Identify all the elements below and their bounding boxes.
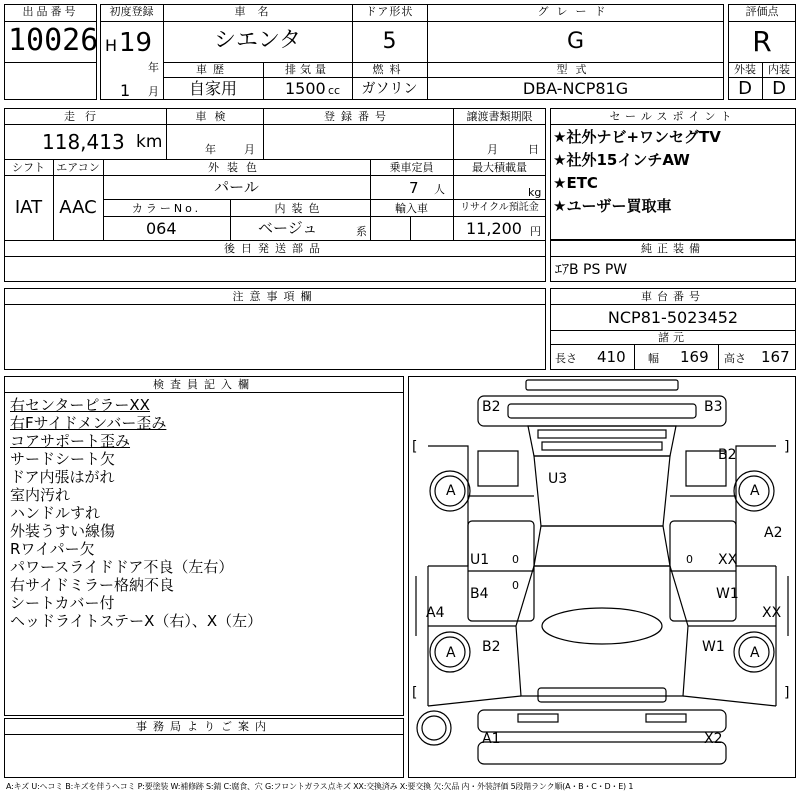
air-conditioner: AAC <box>59 197 97 218</box>
inspection-year-unit: 年 <box>205 143 216 156</box>
zero-mark: 0 <box>686 553 693 566</box>
transfer-month-unit: 月 <box>487 143 498 156</box>
doors: 5 <box>382 29 397 54</box>
month-unit: 月 <box>148 85 159 98</box>
equipment-label: 純正装備 <box>641 242 705 255</box>
width: 169 <box>680 348 709 366</box>
chassis-label: 車台番号 <box>641 290 705 303</box>
mileage-label: 走行 <box>64 110 106 123</box>
office-label: 事務局よりご案内 <box>136 720 272 733</box>
sales-point: ★社外ナビ+ワンセグTV <box>553 128 721 146</box>
inspector-note: 室内汚れ <box>10 486 71 504</box>
displacement-unit: cc <box>328 84 341 97</box>
capacity-unit: 人 <box>434 183 445 196</box>
ac-label: エアコン <box>56 161 100 174</box>
chassis-number: NCP81-5023452 <box>607 308 739 327</box>
grade-label: グレード <box>537 5 614 18</box>
import-label: 輸入車 <box>395 202 428 215</box>
inspector-note: ハンドルすれ <box>10 504 101 522</box>
damage-mark: A2 <box>764 525 783 541</box>
mileage: 118,413 <box>42 130 125 154</box>
capacity-label: 乗車定員 <box>389 161 434 174</box>
damage-mark: A <box>446 483 456 499</box>
zero-mark: 0 <box>512 553 519 566</box>
interior-color-label: 内装色 <box>274 202 326 215</box>
load-label: 最大積載量 <box>472 161 527 174</box>
damage-mark: A <box>446 645 456 661</box>
lot-number: 10026 <box>8 23 99 58</box>
inspection-label: 車検 <box>195 110 234 123</box>
damage-mark: XX <box>718 552 738 568</box>
recycle: 11,200 <box>466 219 522 238</box>
exterior-grade: D <box>738 78 752 99</box>
inspector-note: ドア内張はがれ <box>10 468 115 486</box>
damage-mark: X2 <box>704 731 723 747</box>
bracket-mark: [ <box>412 439 418 455</box>
recycle-unit: 円 <box>530 225 541 238</box>
damage-mark: A <box>750 645 760 661</box>
height: 167 <box>761 348 790 366</box>
length-label: 長さ <box>555 352 577 365</box>
damage-mark: W1 <box>716 586 739 602</box>
car-name-label: 車名 <box>234 5 281 18</box>
damage-mark: B2 <box>718 447 737 463</box>
color-no-label: カラーNo. <box>131 202 202 215</box>
bracket-mark: ] <box>784 685 790 701</box>
inspector-note: 右サイドミラー格納不良 <box>10 576 174 594</box>
inspector-note: 右Fサイドメンバー歪み <box>10 414 167 432</box>
regno-label: 登録番号 <box>324 110 392 123</box>
sales-point: ★ユーザー買取車 <box>553 197 672 215</box>
transfer-label: 譲渡書類期限 <box>466 110 533 123</box>
history: 自家用 <box>188 79 237 98</box>
first-reg-label: 初度登録 <box>109 5 154 18</box>
damage-mark: B3 <box>704 399 723 415</box>
exterior-color-label: 外装色 <box>208 161 265 174</box>
interior-color-unit: 系 <box>356 225 367 238</box>
equipment: ｴｱB PS PW <box>555 262 628 278</box>
score-label: 評価点 <box>745 5 779 18</box>
bracket-mark: [ <box>412 685 418 701</box>
shift-label: シフト <box>12 161 45 174</box>
notes-label: 注意事項欄 <box>232 290 318 303</box>
color-no: 064 <box>146 219 177 238</box>
lot-number-label: 出品番号 <box>22 5 79 18</box>
inspector-note: ヘッドライトステーX（右）、X（左） <box>10 612 263 630</box>
interior-grade-label: 内装 <box>768 63 790 76</box>
damage-mark: A <box>750 483 760 499</box>
interior-grade: D <box>772 78 786 99</box>
later-parts-label: 後日発送部品 <box>224 242 326 255</box>
transfer-day-unit: 日 <box>528 143 539 156</box>
damage-mark: W1 <box>702 639 725 655</box>
era: H <box>105 36 118 55</box>
damage-mark: B4 <box>470 586 489 602</box>
fuel: ガソリン <box>361 81 418 97</box>
damage-mark: XX <box>762 605 782 621</box>
year-unit: 年 <box>148 61 159 74</box>
door-label: ドア形状 <box>365 5 414 18</box>
history-label: 車歴 <box>196 63 230 76</box>
bracket-mark: ] <box>784 439 790 455</box>
recycle-label: リサイクル預託金 <box>460 202 539 213</box>
fuel-label: 燃料 <box>372 63 407 76</box>
inspector-note: Rワイパー欠 <box>10 540 95 558</box>
score: R <box>752 25 772 58</box>
displacement-label: 排気量 <box>285 63 330 76</box>
damage-mark: A4 <box>426 605 445 621</box>
load-unit: kg <box>528 186 542 199</box>
dims-label: 諸元 <box>658 331 688 344</box>
first-reg-year: 19 <box>119 28 153 58</box>
inspector-note: 外装うすい線傷 <box>10 522 116 540</box>
car-name: シエンタ <box>213 28 302 53</box>
inspector-note: コアサポート歪み <box>10 432 131 450</box>
shift: IAT <box>14 197 43 218</box>
zero-mark: 0 <box>512 579 519 592</box>
damage-mark: B2 <box>482 399 501 415</box>
inspector-note: シートカバー付 <box>10 594 115 612</box>
sales-point: ★社外15インチAW <box>553 151 690 169</box>
car-diagram <box>408 376 796 778</box>
interior-color: ベージュ <box>258 219 318 237</box>
damage-mark: U1 <box>470 552 490 568</box>
exterior-grade-label: 外装 <box>734 63 756 76</box>
mileage-unit: km <box>136 132 163 152</box>
inspector-note: サードシート欠 <box>10 450 116 468</box>
model-label: 型式 <box>556 63 595 76</box>
width-label: 幅 <box>648 352 659 365</box>
length: 410 <box>597 348 626 366</box>
height-label: 高さ <box>724 352 746 365</box>
sales-points-label: セールスポイント <box>609 110 737 123</box>
model: DBA-NCP81G <box>522 79 629 98</box>
damage-mark: A1 <box>482 731 501 747</box>
inspector-note: パワースライドドア不良（左右） <box>10 558 234 576</box>
inspector-label: 検査員記入欄 <box>153 378 255 391</box>
legend: A:キズ U:ヘコミ B:キズを伴うヘコミ P:要塗装 W:補修跡 S:錆 C:腐食、穴 G:フロントガラス点キズ XX:交換済み X:要交換 欠:欠品 内・外装評価 5段階ランク順(A・B・C・D・E) 1 <box>6 782 634 791</box>
damage-mark: U3 <box>548 471 568 487</box>
displacement: 1500 <box>285 79 326 98</box>
capacity: 7 <box>409 179 419 197</box>
damage-mark: B2 <box>482 639 501 655</box>
exterior-color: パール <box>214 178 259 196</box>
first-reg-month: 1 <box>120 81 131 100</box>
inspector-note: 右センターピラーXX <box>10 396 150 414</box>
grade: G <box>566 29 585 54</box>
inspection-month-unit: 月 <box>244 143 255 156</box>
sales-point: ★ETC <box>553 174 598 192</box>
